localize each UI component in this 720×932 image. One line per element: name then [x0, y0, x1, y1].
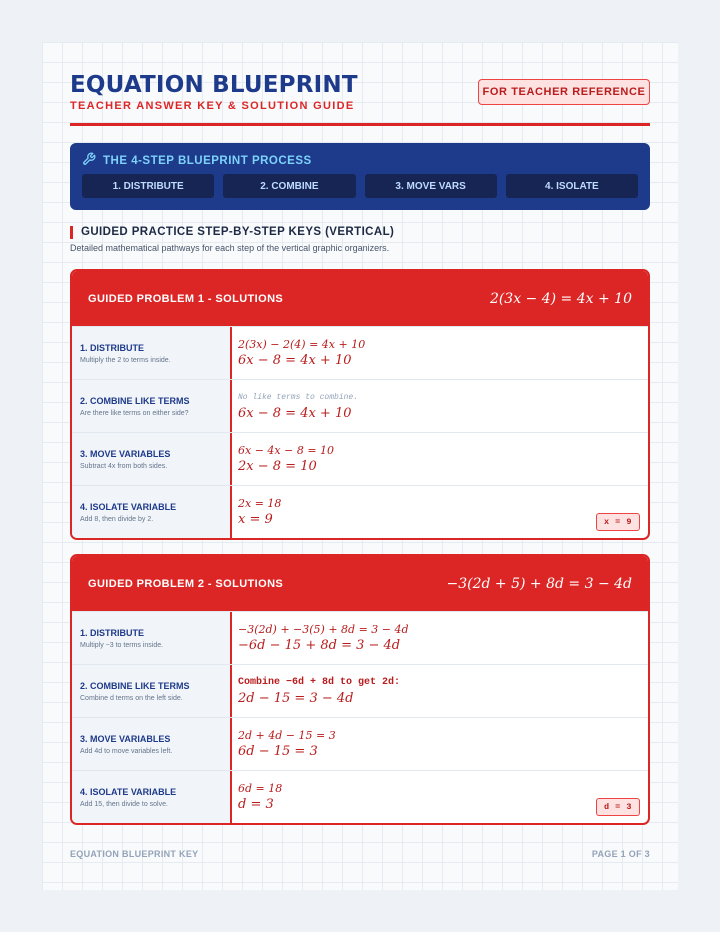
section-accent-bar	[70, 226, 73, 239]
step-label: 2. COMBINE LIKE TERMS	[80, 395, 190, 406]
problem-2-step-4	[72, 770, 648, 823]
blueprint-process-panel	[70, 143, 650, 210]
process-header	[82, 153, 312, 169]
problem-1-step-4	[72, 485, 648, 538]
step-move-vars: 3. MOVE VARS	[365, 174, 497, 198]
problem-2-equation: −3(2d + 5) + 8d = 3 − 4d	[446, 575, 632, 592]
page-subtitle: TEACHER ANSWER KEY & SOLUTION GUIDE	[70, 100, 355, 112]
step-work: No like terms to combine.	[238, 392, 359, 402]
step-label: 1. DISTRIBUTE	[80, 342, 145, 353]
step-result: d = 3	[238, 796, 274, 812]
page-title: EQUATION BLUEPRINT	[70, 72, 358, 98]
step-hint: Subtract 4x from both sides.	[80, 462, 168, 470]
problem-1-header	[72, 271, 648, 326]
section-title: GUIDED PRACTICE STEP-BY-STEP KEYS (VERTICAL)	[81, 226, 395, 238]
step-result: −6d − 15 + 8d = 3 − 4d	[238, 637, 401, 653]
process-title: THE 4-STEP BLUEPRINT PROCESS	[103, 155, 312, 167]
header-divider	[70, 123, 650, 126]
step-isolate: 4. ISOLATE	[506, 174, 638, 198]
problem-1-card	[70, 269, 650, 540]
step-work-cell	[232, 665, 648, 717]
problem-2-title: GUIDED PROBLEM 2 - SOLUTIONS	[88, 577, 284, 590]
footer-title: EQUATION BLUEPRINT KEY	[70, 849, 199, 859]
step-result: 2d − 15 = 3 − 4d	[238, 690, 354, 706]
page-number: PAGE 1 OF 3	[591, 849, 650, 859]
step-work: 6x − 4x − 8 = 10	[238, 443, 335, 457]
step-label-cell	[72, 612, 232, 664]
step-hint: Multiply the 2 to terms inside.	[80, 356, 171, 364]
step-label-cell	[72, 718, 232, 770]
step-work: −3(2d) + −3(5) + 8d = 3 − 4d	[238, 622, 409, 636]
step-result: 2x − 8 = 10	[238, 458, 317, 474]
step-label-cell	[72, 433, 232, 485]
step-label: 3. MOVE VARIABLES	[80, 733, 171, 744]
section-heading	[70, 225, 394, 239]
step-hint: Add 8, then divide by 2.	[80, 515, 154, 523]
step-work-cell	[232, 380, 648, 432]
step-result: 6d − 15 = 3	[238, 743, 318, 759]
step-result: 6x − 8 = 4x + 10	[238, 405, 352, 421]
step-work-cell	[232, 718, 648, 770]
problem-2-card	[70, 554, 650, 825]
step-work-cell	[232, 327, 648, 379]
step-hint: Multiply −3 to terms inside.	[80, 641, 164, 649]
problem-1-step-3	[72, 432, 648, 485]
step-label-cell	[72, 380, 232, 432]
step-work-cell	[232, 486, 648, 538]
problem-1-step-2	[72, 379, 648, 432]
section-description: Detailed mathematical pathways for each step of the vertical graphic organizers.	[70, 243, 390, 253]
step-hint: Combine d terms on the left side.	[80, 694, 183, 702]
problem-2-step-3	[72, 717, 648, 770]
step-hint: Are there like terms on either side?	[80, 409, 189, 417]
step-hint: Add 4d to move variables left.	[80, 747, 173, 755]
final-answer-badge: d = 3	[596, 798, 640, 816]
problem-1-title: GUIDED PROBLEM 1 - SOLUTIONS	[88, 292, 284, 305]
wrench-icon	[82, 152, 96, 171]
problem-1-equation: 2(3x − 4) = 4x + 10	[489, 290, 632, 307]
page-header	[70, 72, 650, 128]
step-hint: Add 15, then divide to solve.	[80, 800, 168, 808]
problem-1-step-1	[72, 326, 648, 379]
problem-2-step-2	[72, 664, 648, 717]
step-label-cell	[72, 665, 232, 717]
step-label: 2. COMBINE LIKE TERMS	[80, 680, 190, 691]
step-label-cell	[72, 486, 232, 538]
step-label-cell	[72, 771, 232, 823]
step-label: 3. MOVE VARIABLES	[80, 448, 171, 459]
step-work: 2(3x) − 2(4) = 4x + 10	[238, 337, 366, 351]
step-work: 2d + 4d − 15 = 3	[238, 728, 336, 742]
teacher-reference-badge: FOR TEACHER REFERENCE	[478, 79, 650, 105]
problem-2-header	[72, 556, 648, 611]
step-work-cell	[232, 612, 648, 664]
step-work-cell	[232, 771, 648, 823]
final-answer-badge: x = 9	[596, 513, 640, 531]
step-label: 1. DISTRIBUTE	[80, 627, 145, 638]
step-distribute: 1. DISTRIBUTE	[82, 174, 214, 198]
step-result: x = 9	[238, 511, 273, 527]
step-label-cell	[72, 327, 232, 379]
step-result: 6x − 8 = 4x + 10	[238, 352, 352, 368]
step-work: Combine −6d + 8d to get 2d:	[238, 676, 401, 688]
step-label: 4. ISOLATE VARIABLE	[80, 786, 177, 797]
step-combine: 2. COMBINE	[223, 174, 355, 198]
step-work: 2x = 18	[238, 496, 282, 510]
process-steps	[82, 174, 638, 198]
step-work: 6d = 18	[238, 781, 283, 795]
problem-2-step-1	[72, 611, 648, 664]
answer-key-page	[42, 42, 678, 890]
step-label: 4. ISOLATE VARIABLE	[80, 501, 177, 512]
step-work-cell	[232, 433, 648, 485]
